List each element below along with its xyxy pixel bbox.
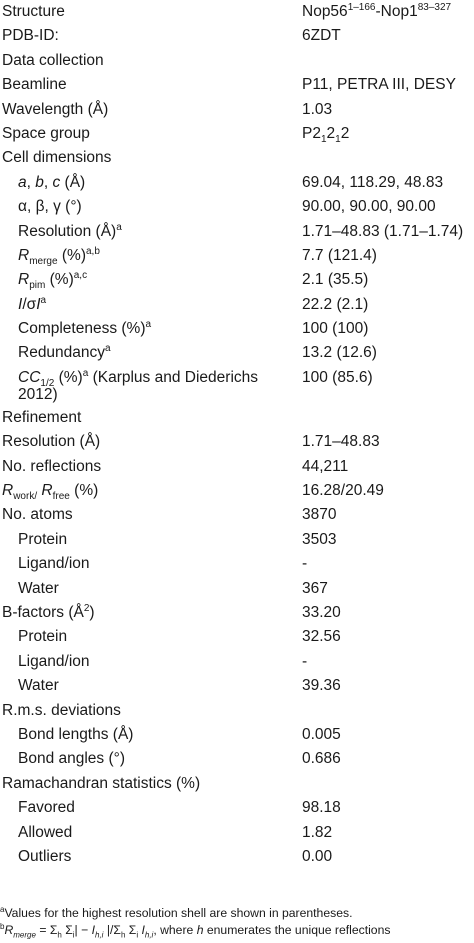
table-row [0, 503, 474, 527]
row-label-resolution: Resolution (Å)$^a$ [18, 221, 122, 240]
table-row [0, 747, 474, 771]
row-label: No. reflections [2, 457, 102, 475]
row-label: Wavelength (Å) [2, 100, 109, 118]
row-label-cc-half: $CC_{1/2}$ (%)$^a$ (Karplus and Diederichs 2012) [18, 367, 259, 403]
table-row [0, 195, 474, 219]
row-label: Ligand/ion [18, 555, 90, 573]
row-value: - [302, 652, 308, 670]
row-label: α, β, γ (°) [18, 198, 82, 216]
table-row [0, 601, 474, 625]
row-label: Water [18, 677, 59, 695]
table-row [0, 430, 474, 454]
row-value: 1.71–48.83 (1.71–1.74) [302, 222, 464, 240]
row-label: Ligand/ion [18, 652, 90, 670]
row-label-rpim: $R_{pim}$ (%)$^{a,c}$ [18, 270, 88, 292]
row-label-structure: Structure [2, 3, 65, 20]
table-row [0, 49, 474, 73]
row-label: Bond lengths (Å) [18, 725, 134, 743]
row-value: 1.82 [302, 823, 333, 841]
row-value: 1.03 [302, 100, 333, 118]
row-label: Protein [18, 628, 68, 646]
row-label: Space group [2, 124, 90, 142]
table-row [0, 366, 474, 406]
table-row [0, 577, 474, 601]
row-value: 98.18 [302, 799, 341, 817]
table-row [0, 244, 474, 268]
table-row [0, 220, 474, 244]
table-row [0, 455, 474, 479]
row-label-i-sigma: $I/\sigma I^a$ [18, 294, 47, 313]
table-row [0, 796, 474, 820]
row-value: 32.56 [302, 628, 341, 646]
table-row [0, 24, 474, 48]
row-label: Resolution (Å) [2, 433, 101, 451]
row-value: P11, PETRA III, DESY [302, 76, 456, 94]
table-row [0, 171, 474, 195]
section-heading: R.m.s. deviations [2, 701, 121, 719]
row-value: 22.2 (2.1) [302, 295, 369, 313]
row-value: 3503 [302, 530, 337, 548]
section-heading: Cell dimensions [2, 149, 112, 167]
row-value-space-group: $P2_12_12$ [302, 124, 350, 146]
row-value: 90.00, 90.00, 90.00 [302, 198, 436, 216]
table-row [0, 317, 474, 341]
row-value: 100 (100) [302, 320, 369, 338]
row-label: PDB-ID: [2, 27, 59, 45]
row-label-redundancy: Redundancy$^a$ [18, 343, 111, 362]
row-label: Bond angles (°) [18, 750, 126, 768]
section-heading: Refinement [2, 408, 82, 426]
table-row [0, 293, 474, 317]
row-value: 7.7 (121.4) [302, 246, 377, 264]
row-value: - [302, 555, 308, 573]
row-value: 0.005 [302, 725, 341, 743]
table-row [0, 821, 474, 845]
row-label: Favored [18, 799, 75, 817]
row-label-rwork-rfree: $R_{work/}$ $R_{free}$ (%) [2, 482, 99, 503]
row-value: 33.20 [302, 603, 341, 621]
table-row [0, 406, 474, 430]
row-value: 0.00 [302, 847, 333, 865]
table-row [0, 674, 474, 698]
row-value: 6ZDT [302, 27, 341, 45]
table-row [0, 98, 474, 122]
table-row [0, 341, 474, 365]
table-row [0, 0, 474, 24]
row-value: 39.36 [302, 677, 341, 695]
row-label-completeness: Completeness (%)$^a$ [18, 318, 152, 338]
table-row [0, 650, 474, 674]
table-row [0, 699, 474, 723]
table-row [0, 268, 474, 292]
section-heading: Data collection [2, 51, 104, 69]
row-value: 3870 [302, 506, 337, 524]
row-value: 16.28/20.49 [302, 482, 384, 500]
row-label: Protein [18, 530, 68, 548]
row-value: 100 (85.6) [302, 368, 373, 386]
row-value: 1.71–48.83 [302, 433, 380, 451]
row-value-structure: Nop56$^{1-166}$-Nop1$^{83-327}$ [302, 1, 452, 20]
row-label: Outliers [18, 847, 72, 865]
row-value: 0.686 [302, 750, 341, 768]
row-label: No. atoms [2, 506, 73, 524]
row-label-rmerge: $R_{merge}$ (%)$^{a,b}$ [18, 245, 100, 267]
footnote-b: $^bR_{merge} = \Sigma_h$ $\Sigma_i| - I_{h,i}$ $|/\Sigma_h$ $\Sigma_i$ $I_{h,i}$, where h enumerates the unique reflections [0, 921, 391, 939]
table-row [0, 845, 474, 869]
table-footnotes [0, 905, 474, 939]
table-row [0, 723, 474, 747]
table-row [0, 552, 474, 576]
table-row [0, 772, 474, 796]
row-value: 69.04, 118.29, 48.83 [302, 173, 444, 191]
row-label: Allowed [18, 823, 73, 841]
table-row [0, 528, 474, 552]
table-row [0, 122, 474, 146]
section-heading: Ramachandran statistics (%) [2, 774, 201, 792]
table-row [0, 479, 474, 503]
row-value: 44,211 [302, 457, 349, 475]
table-row [0, 146, 474, 170]
row-value: 2.1 (35.5) [302, 271, 369, 289]
row-value: 367 [302, 579, 328, 597]
table-row [0, 625, 474, 649]
row-label-bfactors: B-factors $(Å^2)$ [2, 602, 95, 621]
row-label: Beamline [2, 76, 67, 94]
row-value: 13.2 (12.6) [302, 344, 377, 362]
row-label: Water [18, 579, 59, 597]
row-label-cell-abc: a, b, c (Å) [18, 173, 86, 191]
table-row [0, 73, 474, 97]
footnote-a: $^a$Values for the highest resolution shell are shown in parentheses. [0, 905, 353, 920]
